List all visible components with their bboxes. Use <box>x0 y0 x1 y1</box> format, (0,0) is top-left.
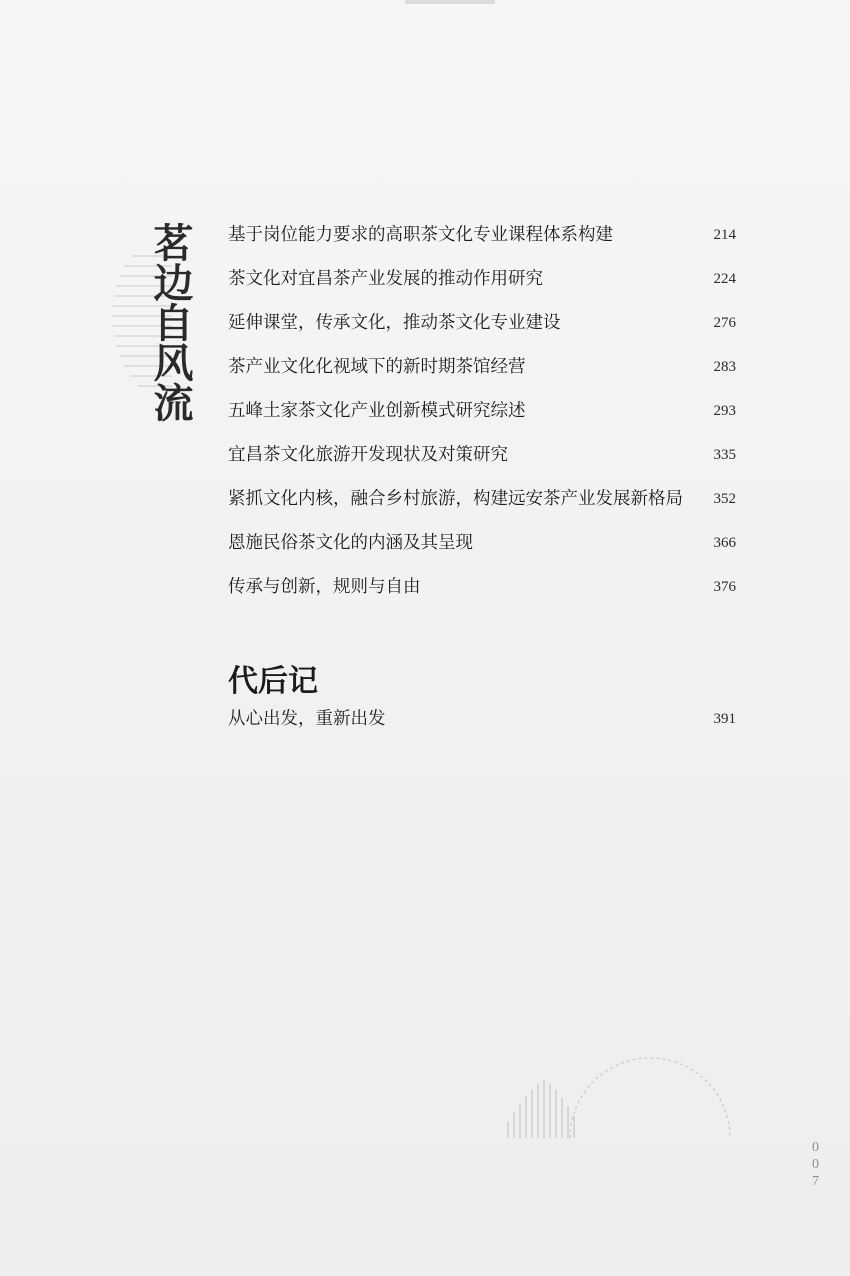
toc-entry[interactable] <box>228 574 736 618</box>
toc-entry-title: 延伸课堂，传承文化，推动茶文化专业建设 <box>228 313 561 333</box>
afterword-page-number: 391 <box>713 711 736 727</box>
section-title: 茗边自风流 <box>147 222 194 422</box>
toc-entry[interactable] <box>228 354 736 398</box>
afterword-entry[interactable] <box>228 706 736 736</box>
toc-entry-title: 紧抓文化内核，融合乡村旅游，构建远安茶产业发展新格局 <box>228 489 683 509</box>
page-top-mark <box>405 0 495 4</box>
toc-entry-page-number: 335 <box>713 447 736 463</box>
toc-entry[interactable] <box>228 266 736 310</box>
toc-entry-title: 基于岗位能力要求的高职茶文化专业课程体系构建 <box>228 225 613 245</box>
toc-entry-title: 传承与创新，规则与自由 <box>228 577 421 597</box>
page-number: 007 <box>808 1140 823 1191</box>
toc-entry-page-number: 366 <box>713 535 736 551</box>
toc-entry-page-number: 276 <box>713 315 736 331</box>
bottom-decoration <box>500 1046 740 1146</box>
toc-entry[interactable] <box>228 442 736 486</box>
toc-entry-title: 恩施民俗茶文化的内涵及其呈现 <box>228 533 473 553</box>
toc-entry-title: 宜昌茶文化旅游开发现状及对策研究 <box>228 445 508 465</box>
toc-entry[interactable] <box>228 398 736 442</box>
toc-entry-page-number: 283 <box>713 359 736 375</box>
toc-entry-title: 茶文化对宜昌茶产业发展的推动作用研究 <box>228 269 543 289</box>
toc-entry-page-number: 214 <box>713 227 736 243</box>
toc-entry-title: 五峰土家茶文化产业创新模式研究综述 <box>228 401 526 421</box>
table-of-contents <box>228 222 736 618</box>
toc-entry-page-number: 293 <box>713 403 736 419</box>
afterword-heading: 代后记 <box>228 664 318 699</box>
toc-entry-page-number: 376 <box>713 579 736 595</box>
toc-entry-title: 茶产业文化化视域下的新时期茶馆经营 <box>228 357 526 377</box>
afterword-title: 从心出发，重新出发 <box>228 709 386 729</box>
toc-entry-page-number: 352 <box>713 491 736 507</box>
toc-entry-page-number: 224 <box>713 271 736 287</box>
toc-entry[interactable] <box>228 486 736 530</box>
toc-entry[interactable] <box>228 530 736 574</box>
toc-entry[interactable] <box>228 222 736 266</box>
toc-entry[interactable] <box>228 310 736 354</box>
